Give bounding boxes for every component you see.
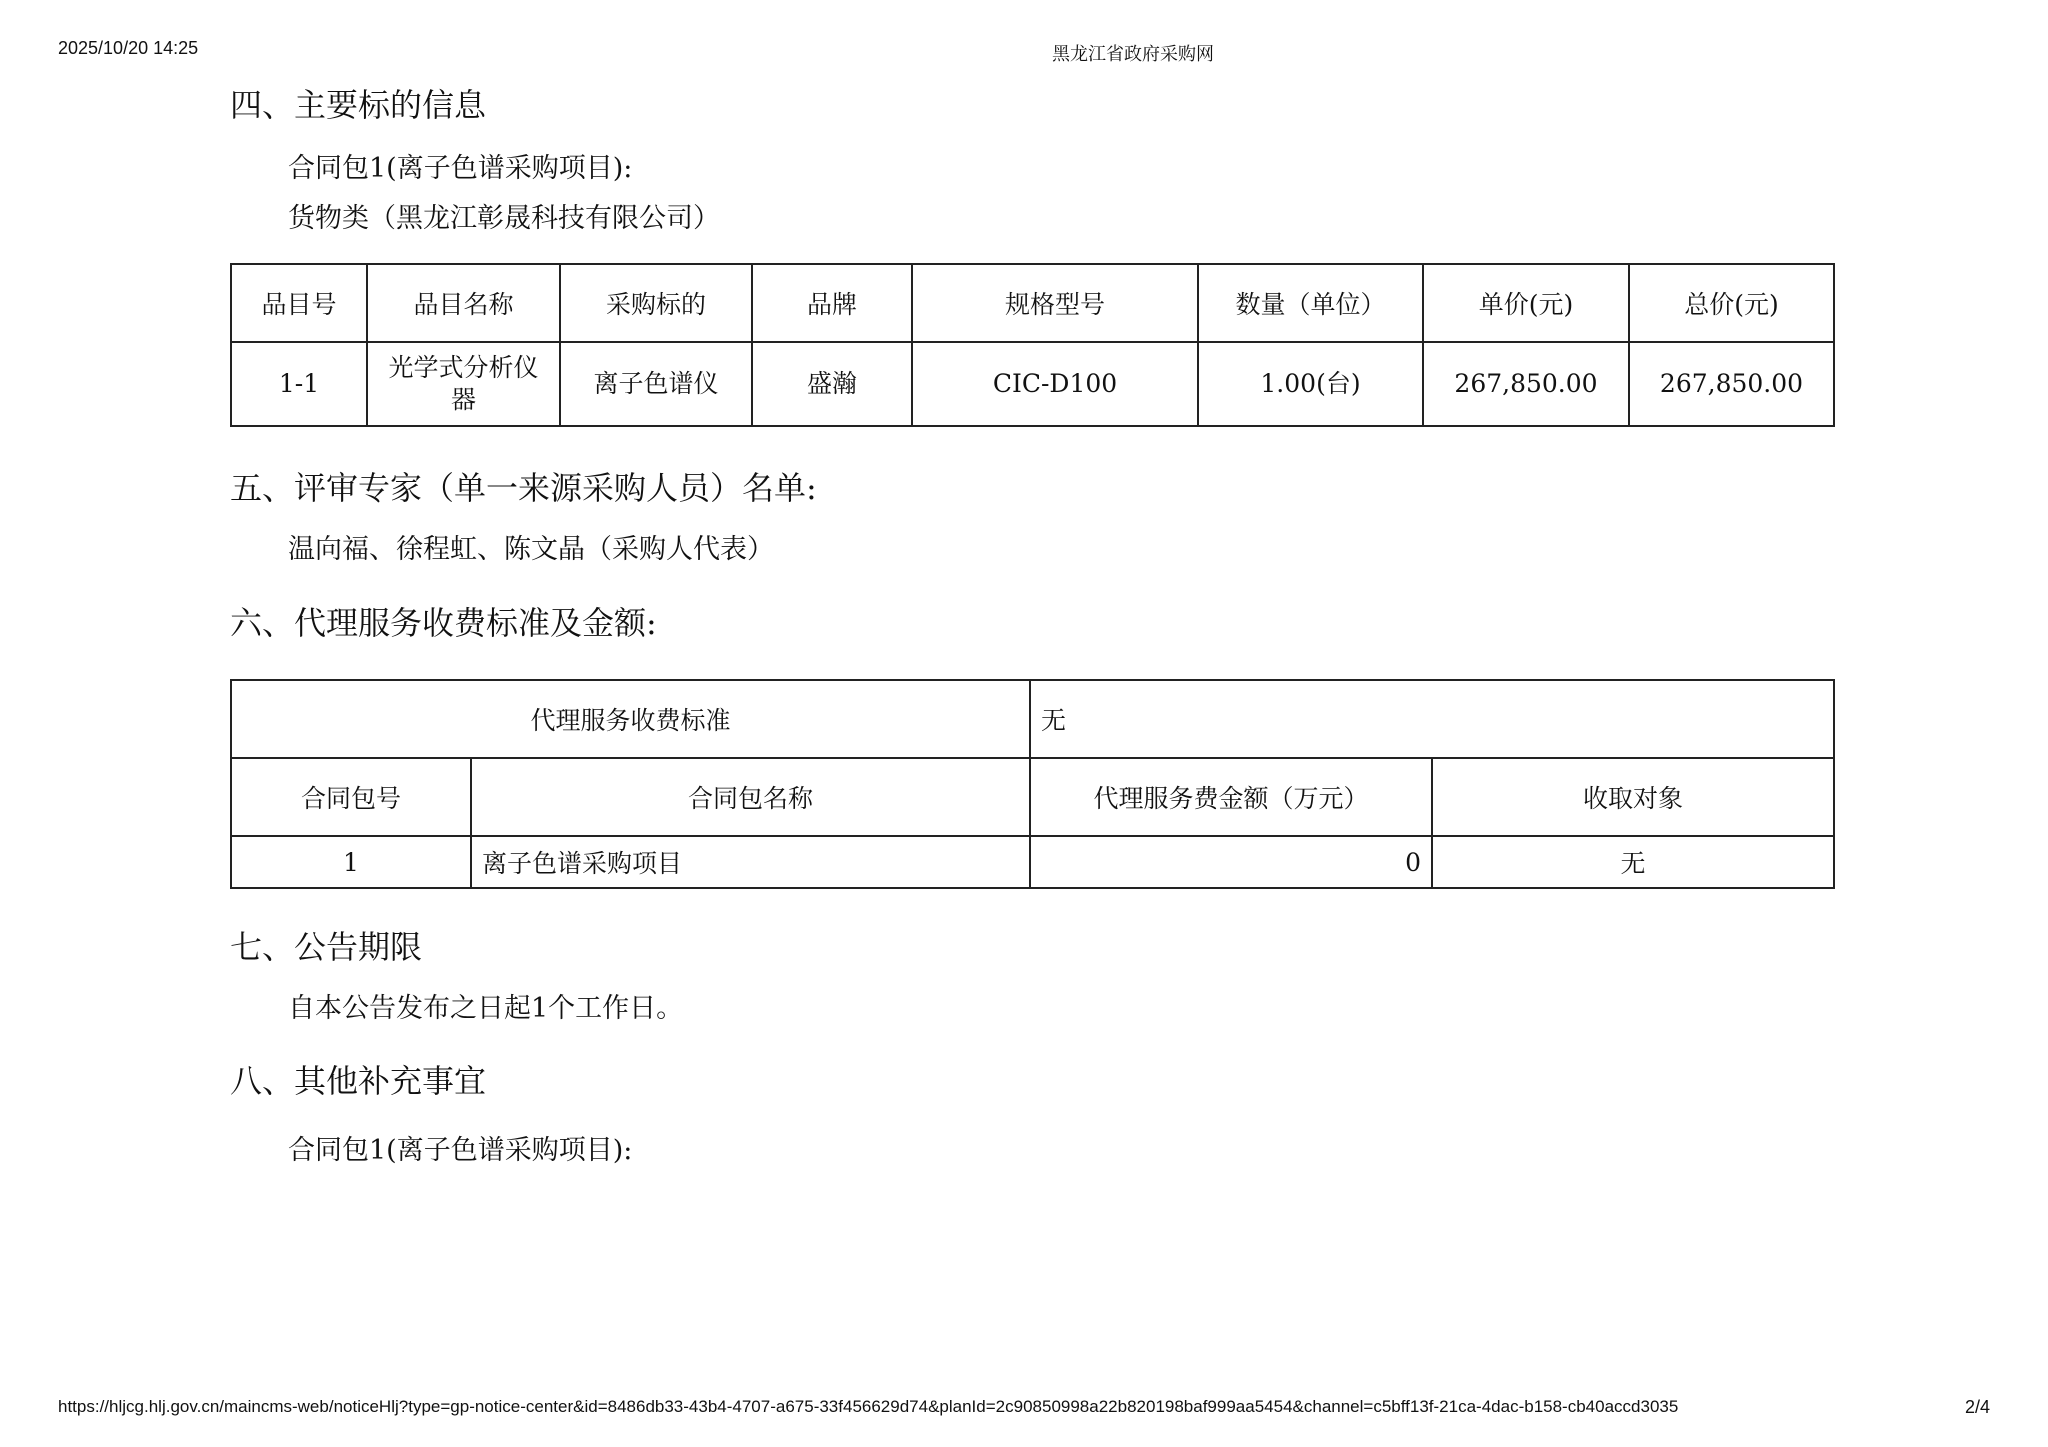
page-number: 2/4 [1965, 1397, 1991, 1417]
section-6-title: 六、代理服务收费标准及金额: [230, 604, 657, 642]
print-timestamp: 2025/10/20 14:25 [58, 38, 199, 58]
header-cell: 品目号 [231, 264, 367, 342]
section-7-title: 七、公告期限 [230, 928, 423, 966]
expert-names: 温向福、徐程虹、陈文晶（采购人代表） [288, 534, 774, 565]
table-cell: 267,850.00 [1629, 342, 1834, 426]
header-cell: 合同包号 [231, 758, 471, 836]
header-cell: 品牌 [752, 264, 912, 342]
header-cell: 代理服务费金额（万元） [1030, 758, 1432, 836]
header-cell: 收取对象 [1432, 758, 1834, 836]
header-cell: 总价(元) [1629, 264, 1834, 342]
main-items-table [230, 263, 1835, 427]
table-cell: 离子色谱仪 [560, 342, 752, 426]
header-cell: 合同包名称 [471, 758, 1030, 836]
header-cell: 单价(元) [1423, 264, 1629, 342]
header-cell: 品目名称 [367, 264, 560, 342]
table-cell: 1.00(台) [1198, 342, 1423, 426]
agency-fee-table [230, 679, 1835, 889]
header-cell: 规格型号 [912, 264, 1198, 342]
table-row [231, 836, 1834, 888]
table-cell: 无 [1432, 836, 1834, 888]
contract-package-label: 合同包1(离子色谱采购项目): [288, 153, 633, 184]
page-url: https://hljcg.hlj.gov.cn/maincms-web/noticeHlj?type=gp-notice-center&id=8486db33-43b4-4707-a675-33f456629d74&planId=2c90850998a22b820198baf999aa5454&channel=c5bff13f-21ca-4dac-b158-cb40accd3035 [58, 1397, 1679, 1416]
table-cell: 267,850.00 [1423, 342, 1629, 426]
table-cell: 1 [231, 836, 471, 888]
section-8-title: 八、其他补充事宜 [230, 1062, 487, 1100]
notice-period-text: 自本公告发布之日起1个工作日。 [288, 993, 684, 1024]
fee-standard-label: 代理服务收费标准 [231, 680, 1030, 758]
table-cell: 盛瀚 [752, 342, 912, 426]
table-cell: 离子色谱采购项目 [471, 836, 1030, 888]
section-5-title: 五、评审专家（单一来源采购人员）名单: [230, 469, 817, 507]
table-cell: 0 [1030, 836, 1432, 888]
supplementary-package-label: 合同包1(离子色谱采购项目): [288, 1135, 633, 1166]
header-cell: 数量（单位） [1198, 264, 1423, 342]
fee-standard-value: 无 [1030, 680, 1834, 758]
table-cell: CIC-D100 [912, 342, 1198, 426]
table-header-row [231, 264, 1834, 342]
table-cell: 1-1 [231, 342, 367, 426]
site-title: 黑龙江省政府采购网 [1052, 44, 1214, 64]
header-cell: 采购标的 [560, 264, 752, 342]
goods-category: 货物类（黑龙江彰晟科技有限公司） [288, 203, 720, 234]
table-header-row [231, 758, 1834, 836]
section-4-title: 四、主要标的信息 [230, 86, 487, 124]
table-row [231, 342, 1834, 426]
fee-standard-row [231, 680, 1834, 758]
table-cell: 光学式分析仪器 [367, 342, 560, 426]
